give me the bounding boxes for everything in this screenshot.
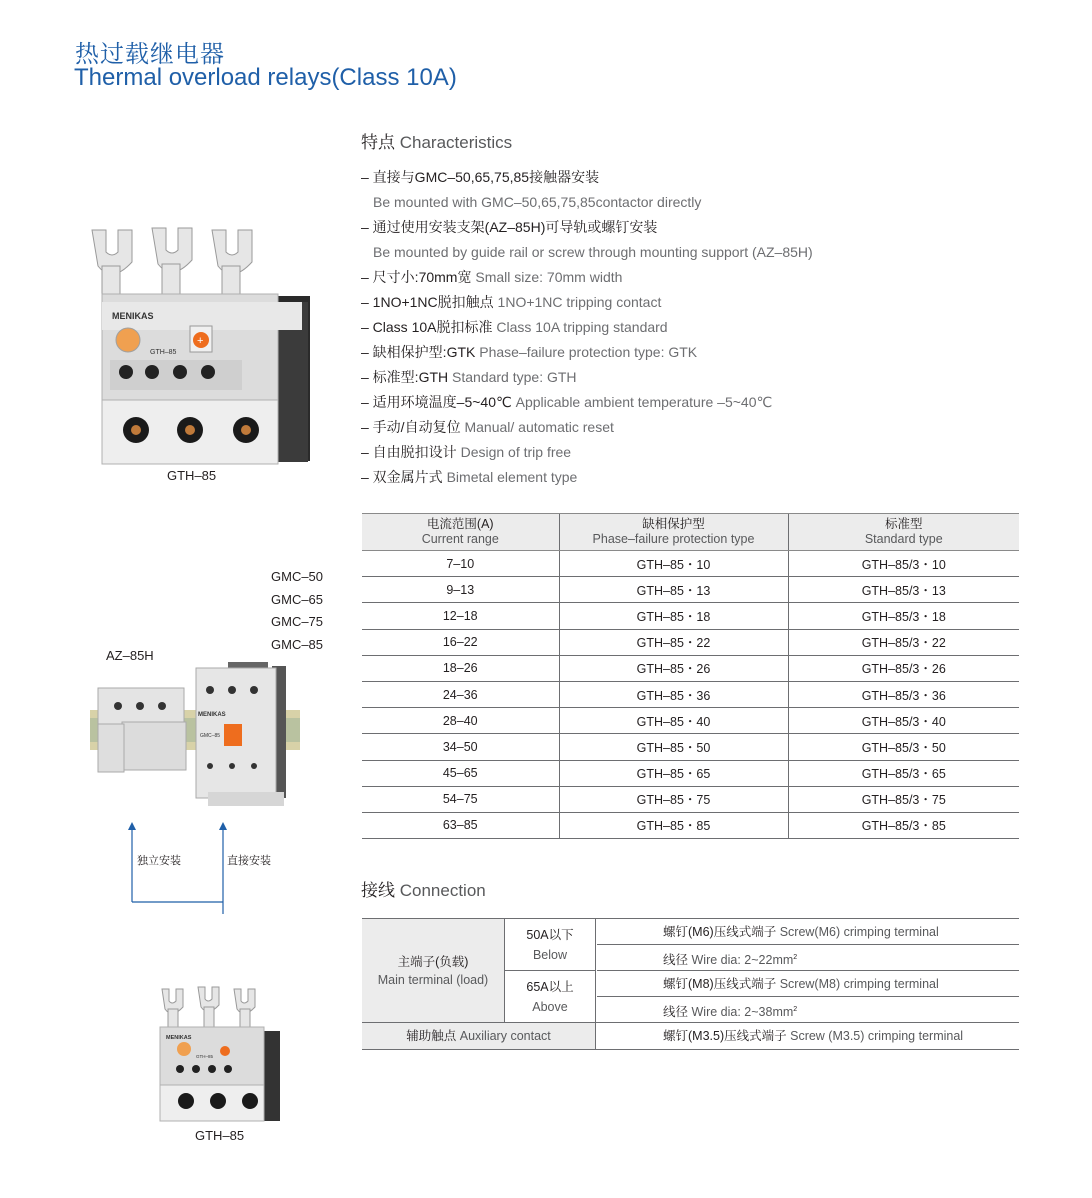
gmc-label: GMC–65 bbox=[271, 591, 324, 607]
table-row: 12–18 GTH–85・18 GTH–85/3・18 bbox=[362, 603, 1019, 629]
table-row: 45–65 GTH–85・65 GTH–85/3・65 bbox=[362, 760, 1019, 786]
direct-install-label: 直接安装 bbox=[227, 855, 271, 867]
arrow-up-icon bbox=[219, 822, 227, 830]
terminal-cell: 螺钉(M6)压线式端子 Screw(M6) crimping terminal bbox=[597, 919, 1019, 945]
az-label: AZ–85H bbox=[106, 648, 154, 663]
relay-photo-bottom bbox=[158, 985, 283, 1125]
table-row: 63–85 GTH–85・85 GTH–85/3・85 bbox=[362, 812, 1019, 838]
contactor-brand: MENIKAS bbox=[198, 712, 226, 718]
table-row: 7–10 GTH–85・10 GTH–85/3・10 bbox=[362, 551, 1019, 577]
char-line: – 双金属片式 Bimetal element type bbox=[361, 469, 578, 485]
page-title-cn: 热过载继电器 bbox=[75, 41, 225, 68]
char-line: – 自由脱扣设计 Design of trip free bbox=[361, 444, 572, 460]
gmc-model-list bbox=[271, 566, 323, 656]
connection-heading-en: Connection bbox=[399, 881, 486, 900]
relay-brand: MENIKAS bbox=[112, 311, 154, 321]
relay-label: GTH–85 bbox=[150, 349, 177, 356]
char-line: – 手动/自动复位 Manual/ automatic reset bbox=[361, 419, 614, 435]
table-row: 34–50 GTH–85・50 GTH–85/3・50 bbox=[362, 734, 1019, 760]
col-header: 标准型 Standard type bbox=[788, 514, 1019, 551]
char-line: – 标准型:GTH Standard type: GTH bbox=[361, 369, 577, 385]
terminal-cell: 螺钉(M8)压线式端子 Screw(M8) crimping terminal bbox=[597, 971, 1019, 997]
characteristics-heading bbox=[361, 128, 512, 153]
page-title-en: Thermal overload relays(Class 10A) bbox=[74, 64, 457, 91]
char-line: – 适用环境温度–5~40℃ Applicable ambient temperature –5~40℃ bbox=[361, 394, 773, 410]
installation-arrows bbox=[125, 822, 230, 914]
characteristics-list bbox=[361, 165, 1001, 490]
char-line: Be mounted by guide rail or screw through mounting support (AZ–85H) bbox=[373, 244, 813, 260]
models-table bbox=[362, 513, 1019, 839]
gmc-label: GMC–85 bbox=[271, 636, 324, 652]
gmc-label: GMC–50 bbox=[271, 569, 324, 584]
table-row: 54–75 GTH–85・75 GTH–85/3・75 bbox=[362, 786, 1019, 812]
arrow-up-icon bbox=[128, 822, 136, 830]
table-row: 24–36 GTH–85・36 GTH–85/3・36 bbox=[362, 681, 1019, 707]
amp-below-cell: 50A以下 Below bbox=[505, 919, 596, 971]
main-terminal-cell: 主端子(负载) Main terminal (load) bbox=[362, 919, 505, 1022]
connection-table bbox=[362, 918, 1019, 1050]
char-line: Be mounted with GMC–50,65,75,85contactor directly bbox=[373, 194, 702, 210]
auxiliary-contact-cell: 辅助触点 Auxiliary contact bbox=[362, 1023, 596, 1049]
bottom-relay-label: GTH–85 bbox=[196, 1054, 214, 1059]
characteristics-heading-en: Characteristics bbox=[399, 133, 513, 152]
char-line: – 直接与GMC–50,65,75,85接触器安装 bbox=[361, 169, 600, 185]
char-line: – 1NO+1NC脱扣触点 1NO+1NC tripping contact bbox=[361, 294, 662, 310]
char-line: – 尺寸小:70mm宽 Small size: 70mm width bbox=[361, 269, 623, 285]
terminal-cell: 线径 Wire dia: $2\sim 38mm^2$ bbox=[663, 1005, 798, 1020]
standalone-install-label: 独立安装 bbox=[137, 855, 181, 867]
table-row: 16–22 GTH–85・22 GTH–85/3・22 bbox=[362, 629, 1019, 655]
relay-photo-top bbox=[88, 222, 313, 467]
table-header-row bbox=[362, 514, 1019, 551]
terminal-cell: 线径 Wire dia: $2\sim 22mm^2$ bbox=[597, 945, 1019, 971]
table-row: 9–13 GTH–85・13 GTH–85/3・13 bbox=[362, 577, 1019, 603]
char-line: – 缺相保护型:GTK Phase–failure protection type: GTK bbox=[361, 344, 698, 360]
char-line: – Class 10A脱扣标准 Class 10A tripping standard bbox=[361, 319, 668, 335]
table-row: 28–40 GTH–85・40 GTH–85/3・40 bbox=[362, 708, 1019, 734]
characteristics-heading-cn: 特点 bbox=[361, 133, 395, 152]
bottom-relay-brand: MENIKAS bbox=[166, 1035, 192, 1041]
contactor-label: GMC–85 bbox=[200, 733, 221, 739]
amp-above-cell: 65A以上 Above bbox=[505, 971, 596, 1023]
col-header: 缺相保护型 Phase–failure protection type bbox=[559, 514, 788, 551]
connection-heading-cn: 接线 bbox=[361, 881, 395, 900]
mounting-diagram-photo bbox=[88, 660, 303, 808]
col-header: 电流范围(A) Current range bbox=[362, 514, 559, 551]
char-line: – 通过使用安装支架(AZ–85H)可导轨或螺钉安装 bbox=[361, 219, 658, 235]
table-row: 18–26 GTH–85・26 GTH–85/3・26 bbox=[362, 655, 1019, 681]
gmc-label: GMC–75 bbox=[271, 614, 324, 629]
bottom-photo-caption: GTH–85 bbox=[195, 1128, 245, 1143]
terminal-cell: 螺钉(M3.5)压线式端子 Screw (M3.5) crimping terminal bbox=[663, 1029, 964, 1043]
connection-heading bbox=[361, 876, 486, 901]
top-photo-caption: GTH–85 bbox=[167, 468, 217, 483]
svg-text:+: + bbox=[197, 335, 204, 347]
